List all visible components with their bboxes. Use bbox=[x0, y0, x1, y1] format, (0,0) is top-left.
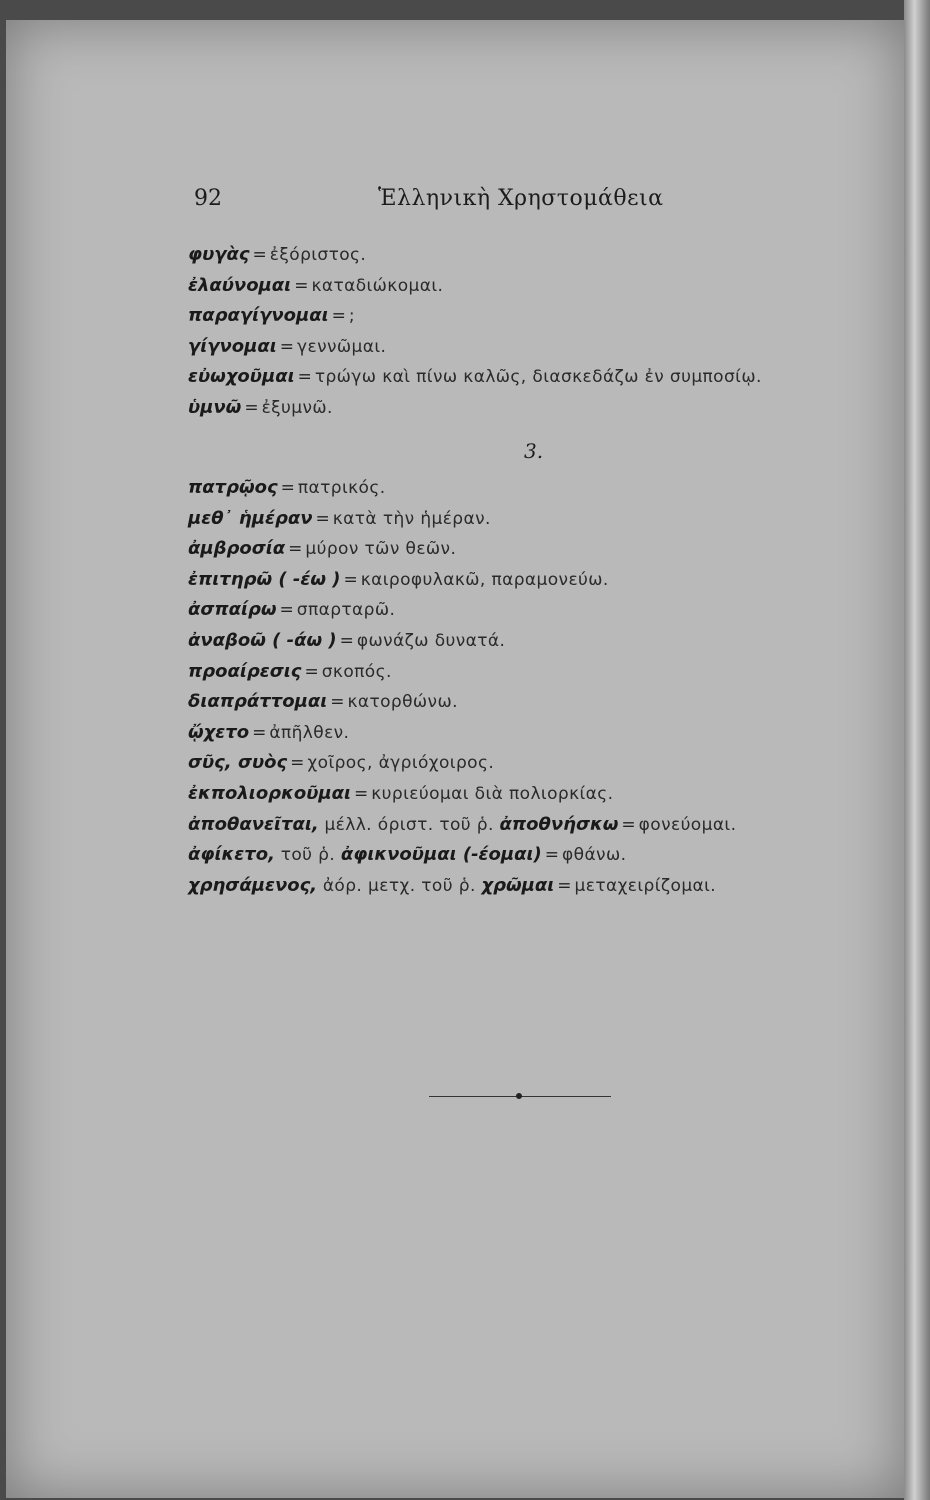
glossary-entry bbox=[188, 595, 888, 626]
entry-definition: πατρικός. bbox=[297, 478, 386, 498]
entry-headword: ἀσπαίρω bbox=[188, 599, 277, 621]
entry-headword: ᾤχετο bbox=[188, 721, 250, 743]
equals-sign: = bbox=[279, 336, 295, 357]
equals-sign: = bbox=[279, 600, 294, 621]
glossary-entry bbox=[188, 779, 888, 810]
ornament-dot bbox=[516, 1093, 522, 1099]
glossary-entry bbox=[188, 301, 888, 332]
entry-root-verb: ἀφικνοῦμαι (-έομαι) bbox=[340, 844, 542, 866]
entry-headword: ἀναβοῶ ( -άω ) bbox=[188, 629, 337, 651]
glossary-entry bbox=[188, 240, 888, 271]
equals-sign: = bbox=[331, 306, 346, 327]
entry-grammar-note: ἀόρ. μετχ. τοῦ ῥ. bbox=[322, 875, 476, 896]
entry-headword: φυγὰς bbox=[188, 244, 250, 265]
entry-grammar-note: τοῦ ῥ. bbox=[280, 845, 336, 866]
entry-definition: ἀπῆλθεν. bbox=[269, 722, 350, 743]
entry-definition: μύρον τῶν θεῶν. bbox=[305, 539, 457, 560]
entry-headword: γίγνομαι bbox=[188, 335, 277, 357]
entry-definition: κατορθώνω. bbox=[347, 692, 458, 713]
glossary-entry bbox=[188, 748, 888, 779]
glossary-entry bbox=[188, 332, 888, 363]
glossary-entry bbox=[188, 504, 888, 535]
equals-sign: = bbox=[252, 245, 267, 265]
book-spine bbox=[904, 0, 930, 1500]
glossary-entry bbox=[188, 473, 888, 504]
equals-sign: = bbox=[294, 275, 309, 296]
entry-definition: χοῖρος, ἀγριόχοιρος. bbox=[307, 753, 495, 774]
entry-headword: ἀποθανεῖται, bbox=[188, 813, 319, 835]
glossary-entry bbox=[188, 871, 888, 902]
entry-headword: εὐωχοῦμαι bbox=[188, 366, 295, 388]
entry-headword: ἐλαύνομαι bbox=[188, 274, 292, 296]
entry-headword: παραγίγνομαι bbox=[188, 305, 329, 327]
glossary-block-1 bbox=[188, 240, 888, 424]
glossary-entry bbox=[188, 271, 888, 302]
glossary-entry bbox=[188, 840, 888, 871]
glossary-entry bbox=[188, 810, 888, 841]
glossary-entry bbox=[188, 718, 888, 749]
entry-root-verb: χρῶμαι bbox=[481, 874, 555, 896]
page-header bbox=[6, 186, 904, 226]
entry-definition: τρώγω καὶ πίνω καλῶς, διασκεδάζω ἐν συμποσίῳ. bbox=[314, 367, 762, 388]
equals-sign: = bbox=[544, 845, 560, 866]
equals-sign: = bbox=[288, 539, 303, 560]
entry-definition: κυριεύομαι διὰ πολιορκίας. bbox=[371, 783, 614, 804]
equals-sign: = bbox=[330, 692, 345, 713]
entry-headword: ὑμνῶ bbox=[188, 396, 242, 418]
entry-definition: κατὰ τὴν ἡμέραν. bbox=[332, 508, 491, 529]
equals-sign: = bbox=[315, 508, 330, 529]
equals-sign: = bbox=[339, 630, 354, 651]
entry-headword: διαπράττομαι bbox=[188, 691, 328, 713]
equals-sign: = bbox=[557, 875, 572, 896]
entry-headword: μεθ᾽ ἡμέραν bbox=[188, 507, 313, 529]
entry-headword: προαίρεσις bbox=[188, 660, 302, 682]
entry-definition: μεταχειρίζομαι. bbox=[574, 875, 717, 896]
entry-definition: καιροφυλακῶ, παραμονεύω. bbox=[360, 569, 609, 590]
glossary-entry bbox=[188, 565, 888, 596]
entry-headword: ἀμβροσία bbox=[188, 538, 286, 560]
glossary-entry bbox=[188, 687, 888, 718]
entry-definition: φθάνω. bbox=[562, 845, 627, 866]
entry-root-verb: ἀποθνήσκω bbox=[499, 813, 619, 835]
equals-sign: = bbox=[621, 814, 636, 835]
entry-definition: ἐξόριστος. bbox=[269, 245, 367, 265]
entry-headword: σῦς, συὸς bbox=[188, 752, 288, 774]
equals-sign: = bbox=[252, 722, 267, 743]
running-title: Ἑλληνικὴ Χρηστομάθεια bbox=[378, 186, 664, 211]
entry-headword: πατρῷος bbox=[188, 477, 278, 498]
equals-sign: = bbox=[280, 478, 295, 498]
glossary-entry bbox=[188, 626, 888, 657]
section-number: 3. bbox=[524, 439, 544, 463]
book-page bbox=[6, 20, 904, 1498]
entry-definition: ; bbox=[348, 306, 356, 327]
entry-headword: ἐπιτηρῶ ( -έω ) bbox=[188, 568, 341, 590]
equals-sign: = bbox=[244, 397, 259, 418]
entry-grammar-note: μέλλ. όριστ. τοῦ ῥ. bbox=[324, 814, 494, 835]
entry-headword: ἀφίκετο, bbox=[188, 844, 275, 866]
entry-definition: γεννῶμαι. bbox=[297, 336, 387, 357]
entry-definition: σπαρταρῶ. bbox=[296, 600, 396, 621]
equals-sign: = bbox=[297, 367, 312, 388]
entry-definition: φωνάζω δυνατά. bbox=[356, 630, 506, 651]
page-number: 92 bbox=[194, 186, 222, 211]
glossary-entry bbox=[188, 393, 888, 424]
glossary-block-2 bbox=[188, 473, 888, 901]
end-ornament bbox=[429, 1092, 611, 1102]
entry-definition: σκοπός. bbox=[321, 661, 392, 682]
equals-sign: = bbox=[354, 783, 369, 804]
glossary-entry bbox=[188, 534, 888, 565]
equals-sign: = bbox=[304, 661, 319, 682]
entry-definition: ἐξυμνῶ. bbox=[261, 397, 333, 418]
glossary-entry bbox=[188, 362, 888, 393]
entry-headword: ἐκπολιορκοῦμαι bbox=[188, 782, 352, 804]
equals-sign: = bbox=[290, 753, 305, 774]
entry-definition: καταδιώκομαι. bbox=[311, 275, 444, 296]
entry-headword: χρησάμενος, bbox=[188, 874, 318, 896]
equals-sign: = bbox=[343, 569, 358, 590]
entry-definition: φονεύομαι. bbox=[638, 814, 737, 835]
glossary-entry bbox=[188, 657, 888, 688]
